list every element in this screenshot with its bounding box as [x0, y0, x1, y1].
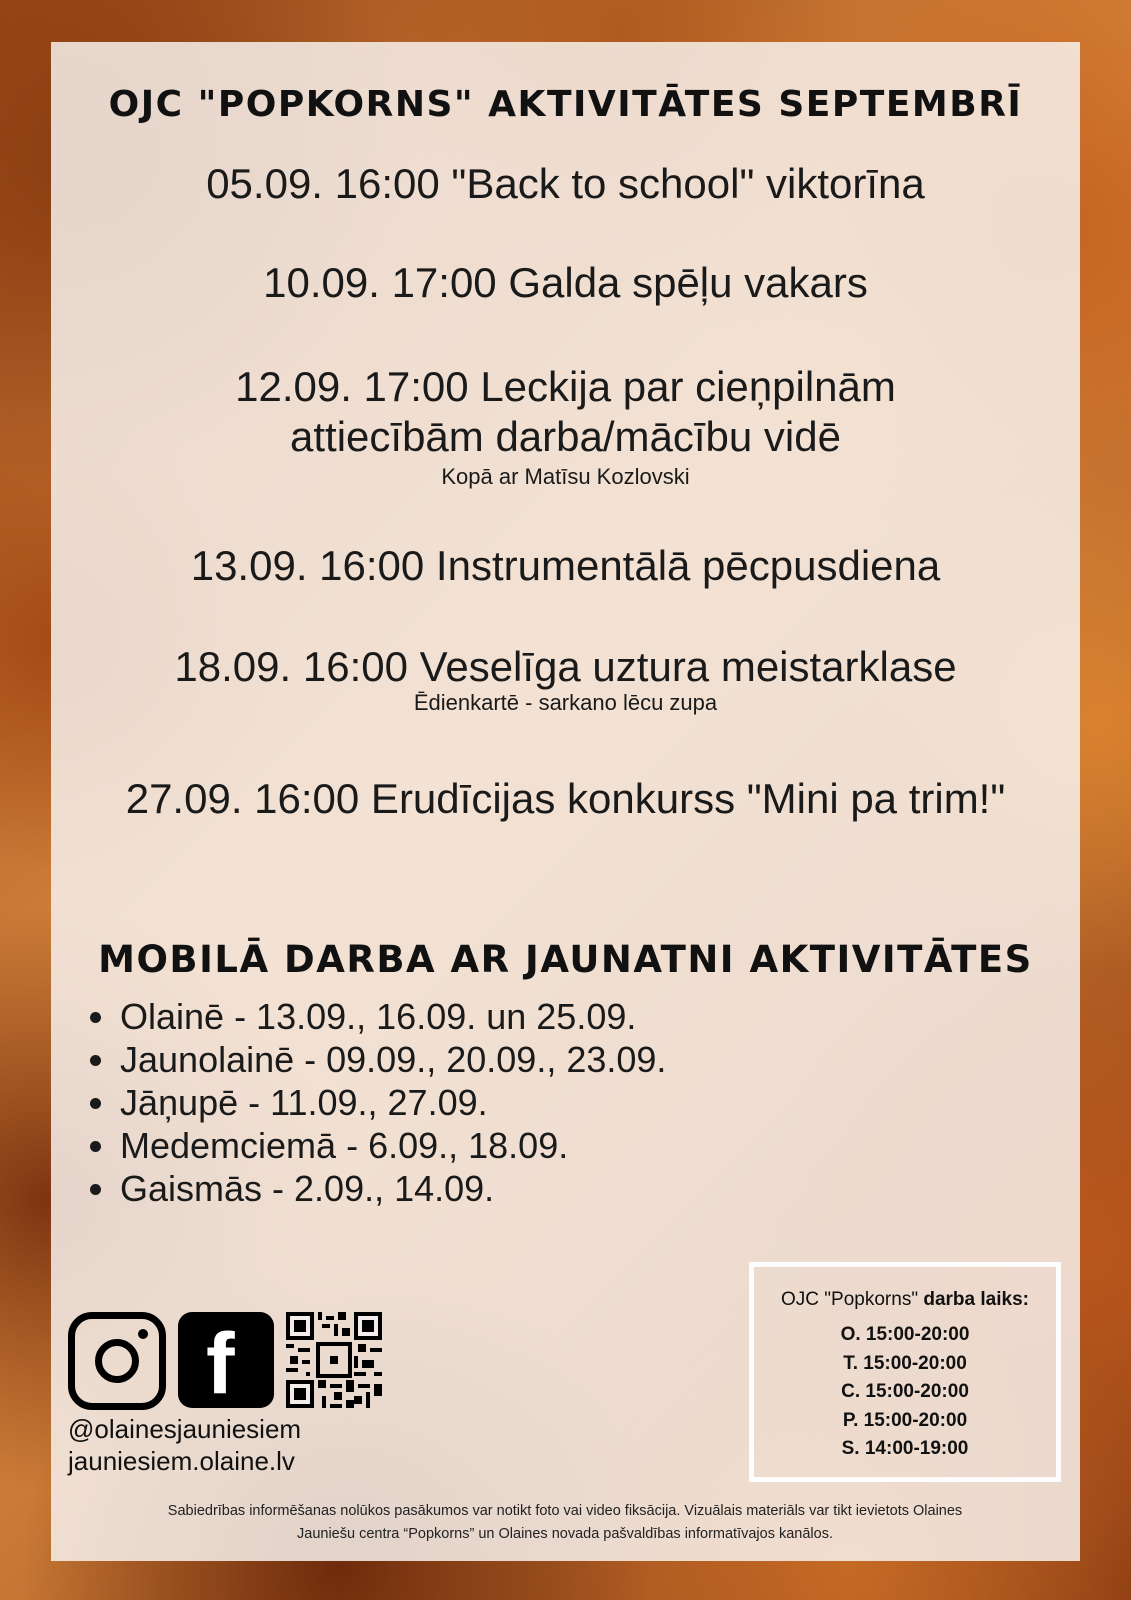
event-title: 27.09. 16:00 Erudīcijas konkurss "Mini pa trim!"	[125, 775, 1006, 822]
hours-row: O. 15:00-20:00	[840, 1324, 970, 1345]
event-item	[51, 541, 1080, 591]
footer-line: Jauniešu centra “Popkorns” un Olaines novada pašvaldības informatīvajos kanālos.	[297, 1526, 833, 1542]
hours-row: T. 15:00-20:00	[843, 1352, 967, 1374]
page-title: OJC "POPKORNS" AKTIVITĀTES SEPTEMBRĪ	[108, 84, 1023, 125]
event-item	[51, 642, 1080, 716]
instagram-icon[interactable]	[68, 1312, 166, 1410]
opening-hours-box	[749, 1262, 1061, 1482]
event-title: 10.09. 17:00 Galda spēļu vakars	[263, 259, 868, 306]
event-title: 13.09. 16:00 Instrumentālā pēcpusdiena	[190, 542, 941, 589]
list-item: Olainē - 13.09., 16.09. un 25.09.	[90, 995, 666, 1038]
website-link[interactable]: jauniesiem.olaine.lv	[68, 1446, 295, 1476]
event-item	[51, 258, 1080, 308]
list-item: Gaismās - 2.09., 14.09.	[90, 1167, 666, 1210]
hours-row: S. 14:00-19:00	[841, 1438, 969, 1459]
event-title: 05.09. 16:00 "Back to school" viktorīna	[206, 160, 925, 207]
hours-heading-bold: darba laiks:	[923, 1289, 1029, 1310]
event-item	[51, 159, 1080, 209]
opening-hours-rows	[754, 1321, 1056, 1464]
event-item	[121, 774, 1010, 824]
event-subtitle: Ēdienkartē - sarkano lēcu zupa	[413, 690, 718, 715]
footer-disclaimer	[80, 1500, 1050, 1546]
facebook-icon[interactable]: f	[178, 1312, 274, 1408]
event-title: 12.09. 17:00 Leckija par cieņpilnām attiecībām darba/mācību vidē	[235, 363, 896, 460]
list-item: Medemciemā - 6.09., 18.09.	[90, 1124, 666, 1167]
list-item: Jāņupē - 11.09., 27.09.	[90, 1081, 666, 1124]
event-item	[201, 362, 930, 490]
hours-heading-prefix: OJC "Popkorns"	[781, 1289, 919, 1310]
list-item: Jaunolainē - 09.09., 20.09., 23.09.	[90, 1038, 666, 1081]
instagram-lens	[95, 1339, 139, 1383]
hours-row: P. 15:00-20:00	[842, 1409, 968, 1431]
event-subtitle: Kopā ar Matīsu Kozlovski	[441, 464, 690, 489]
footer-line: Sabiedrības informēšanas nolūkos pasākumos var notikt foto vai video fiksācija. Vizuālais materiāls var tikt ievietots Olaines	[167, 1503, 963, 1519]
instagram-dot	[138, 1329, 148, 1339]
event-title: 18.09. 16:00 Veselīga uztura meistarklase	[174, 643, 957, 690]
mobile-locations-list	[90, 995, 666, 1210]
instagram-handle[interactable]: @olainesjauniesiem	[68, 1414, 302, 1444]
mobile-section-title: MOBILĀ DARBA AR JAUNATNI AKTIVITĀTES	[98, 938, 1033, 981]
opening-hours-heading	[754, 1289, 1056, 1311]
hours-row: C. 15:00-20:00	[841, 1381, 969, 1402]
qr-code[interactable]	[286, 1312, 382, 1408]
